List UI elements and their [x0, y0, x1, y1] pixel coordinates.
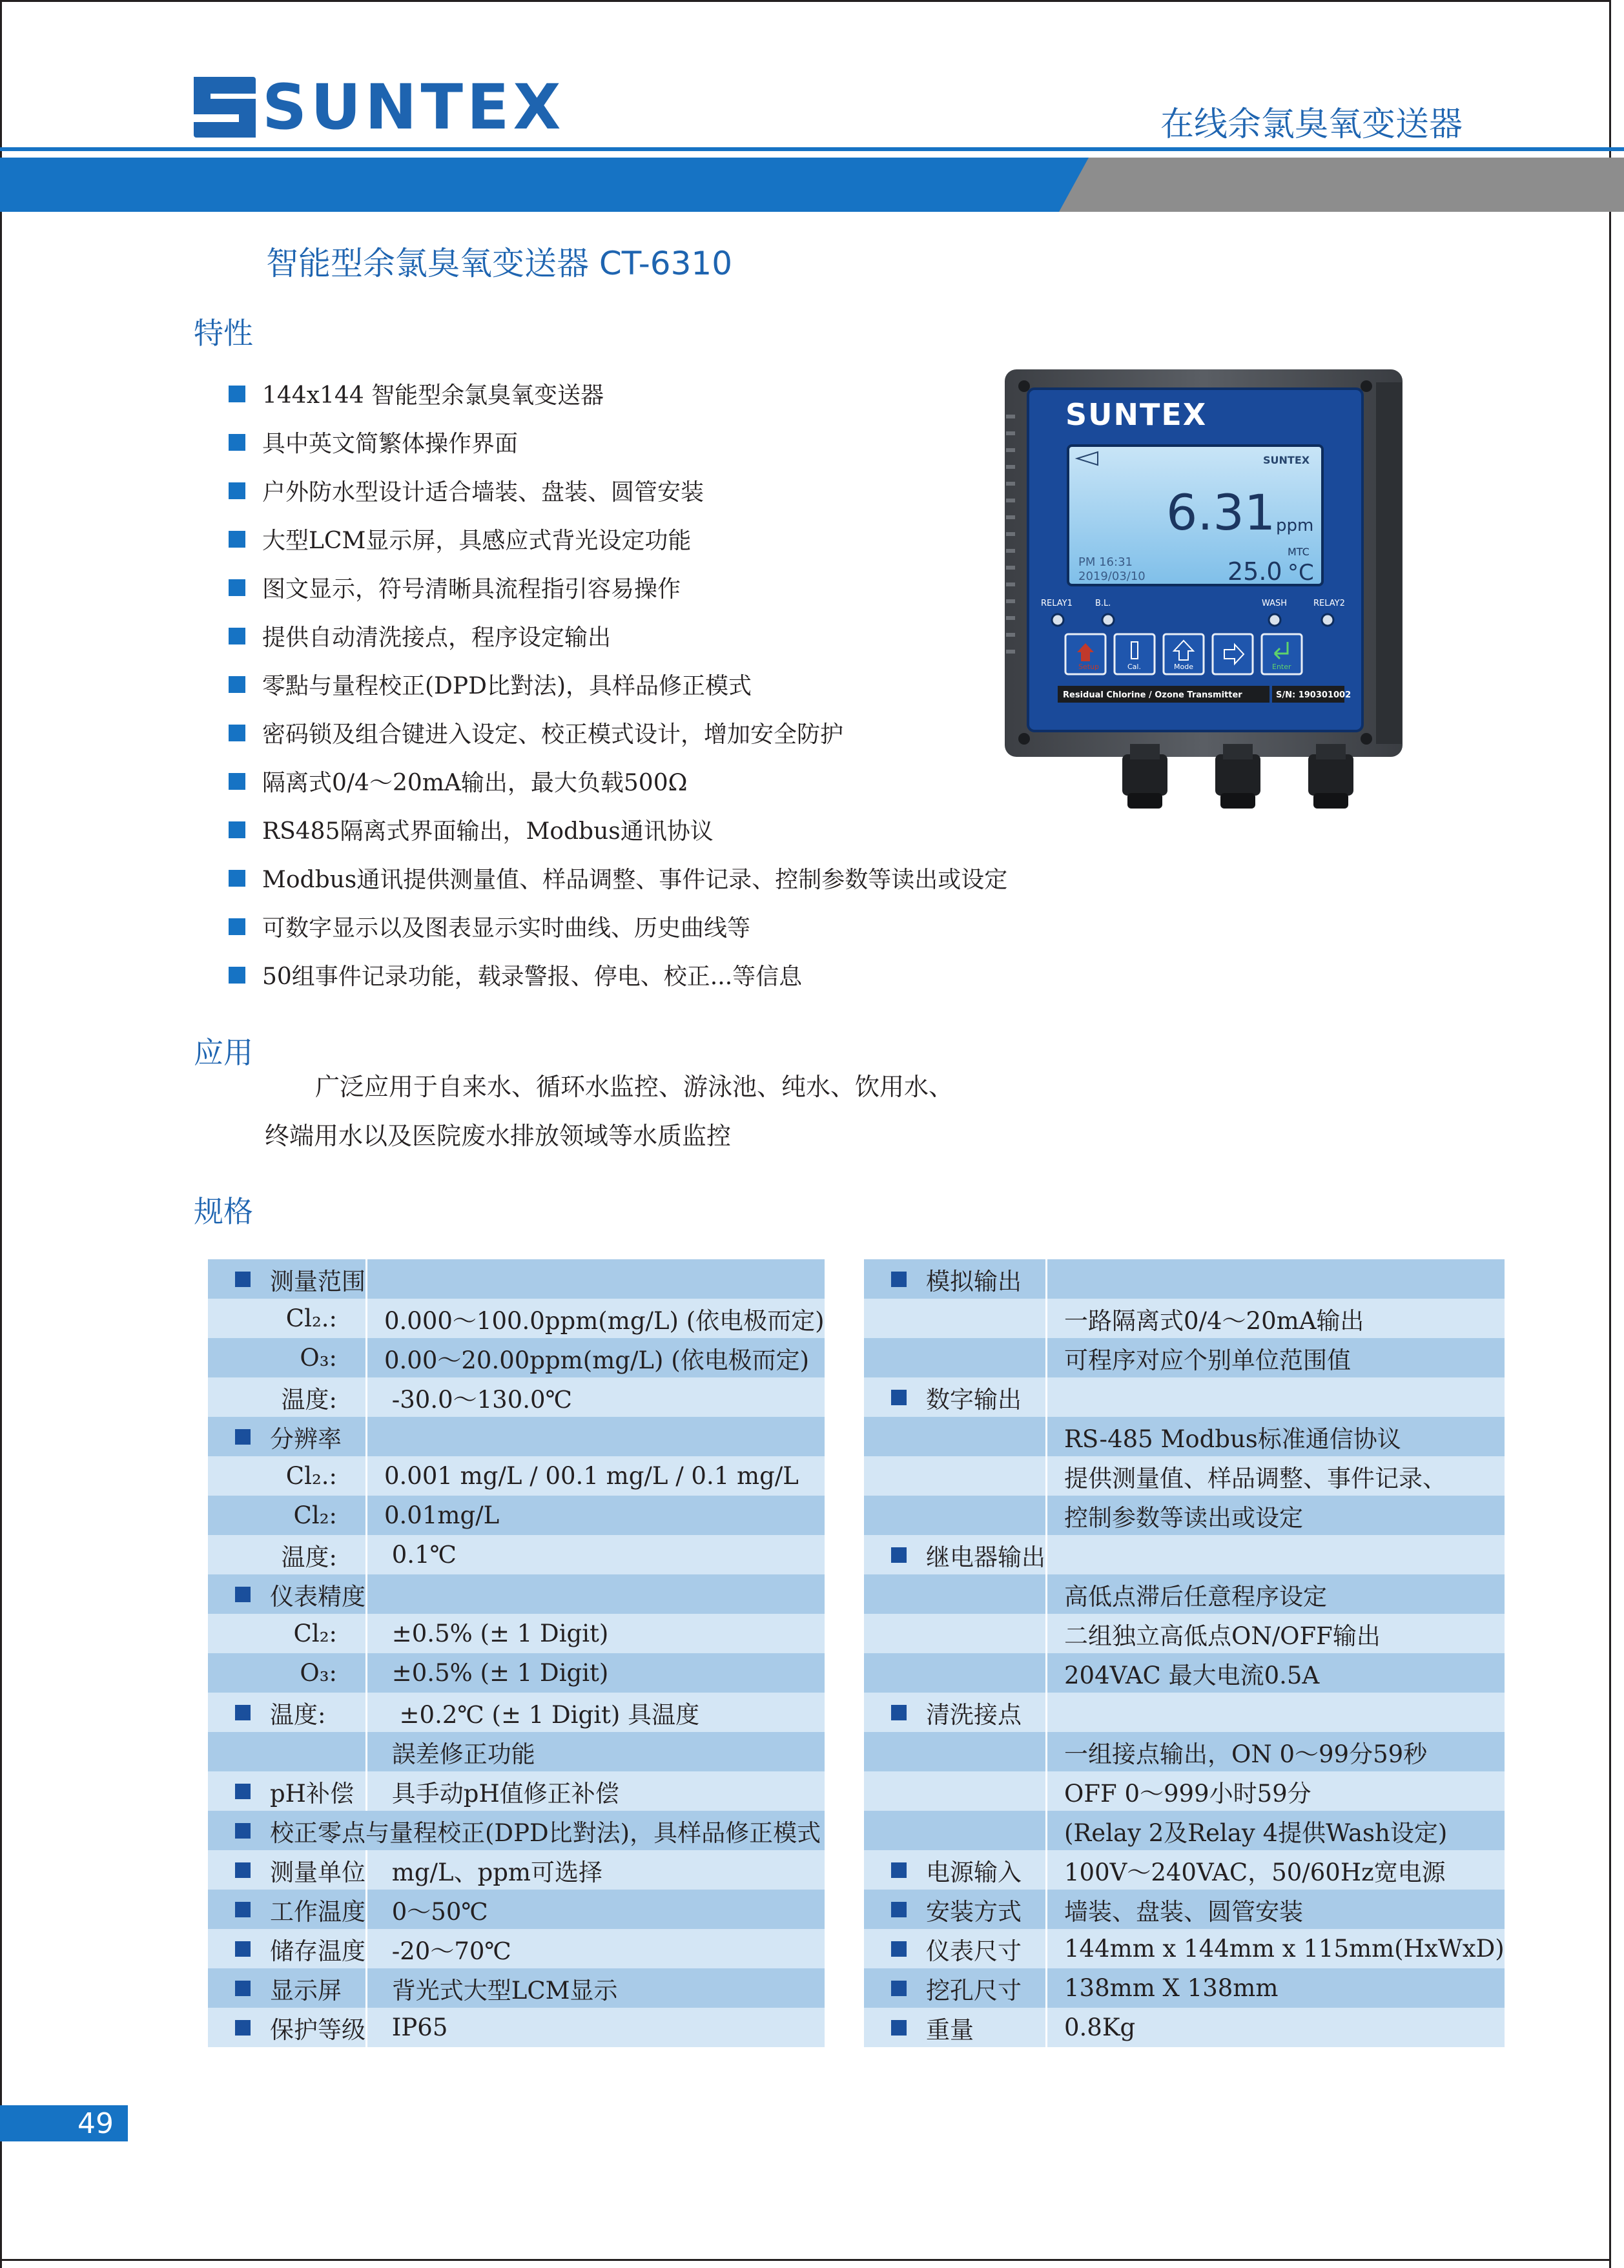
screen-temp: 25.0: [1228, 557, 1282, 586]
key-cal-label: Cal.: [1127, 663, 1141, 671]
transmitter-device-image: [1005, 369, 1403, 811]
spec-row: [208, 2008, 825, 2047]
spec-row: [864, 1850, 1505, 1890]
feature-item: [229, 466, 1007, 515]
spec-value: 0.8Kg: [1064, 2014, 1136, 2041]
spec-value: 一路隔离式0/4～20mA输出: [1064, 1306, 1364, 1335]
bullet-square-icon: [229, 821, 245, 838]
spec-value: 0.001 mg/L / 00.1 mg/L / 0.1 mg/L: [384, 1462, 799, 1490]
spec-row: [864, 1496, 1505, 1535]
screen-date: 2019/03/10: [1078, 570, 1146, 583]
bullet-square-icon: [235, 1272, 251, 1287]
spec-row: [208, 1653, 825, 1693]
spec-sublabel: Cl₂.:: [285, 1462, 337, 1490]
spec-value: 0.1℃: [384, 1541, 457, 1569]
spec-row: [864, 1614, 1505, 1653]
spec-row: [208, 1890, 825, 1929]
bullet-square-icon: [235, 1823, 251, 1839]
spec-value: ±0.5% (± 1 Digit): [384, 1620, 609, 1647]
header-rule: [0, 147, 1624, 151]
feature-text: 隔离式0/4～20mA输出，最大负载500Ω: [262, 770, 688, 796]
spec-value: 具手动pH值修正补偿: [384, 1779, 619, 1808]
spec-sublabel: 温度:: [281, 1385, 337, 1414]
spec-row: [208, 1338, 825, 1377]
spec-row: [864, 1693, 1505, 1732]
spec-value: [1047, 1698, 1064, 1726]
spec-label: 清洗接点: [926, 1700, 1022, 1729]
spec-value: 0.01mg/L: [384, 1501, 500, 1529]
bullet-square-icon: [229, 725, 245, 741]
led-label-wash: WASH: [1262, 599, 1288, 608]
spec-sublabel: 温度:: [281, 1543, 337, 1571]
feature-text: RS485隔离式界面输出，Modbus通讯协议: [262, 818, 714, 845]
spec-table-left: [208, 1259, 825, 2047]
screen-value: 6.31: [1166, 484, 1276, 541]
section-specs-heading: 规格: [194, 1194, 253, 1229]
feature-text: 图文显示，符号清晰具流程指引容易操作: [262, 576, 681, 603]
section-features-heading: 特性: [194, 316, 253, 351]
spec-row: [208, 1574, 825, 1614]
spec-row: [864, 1259, 1505, 1299]
bullet-square-icon: [891, 1902, 907, 1917]
feature-item: [229, 708, 1007, 757]
screen-time: PM 16:31: [1078, 555, 1133, 569]
page-number: 49: [0, 2105, 128, 2141]
header-band-blue: [0, 158, 1091, 212]
spec-label: 显示屏: [270, 1976, 342, 2005]
feature-text: 144x144 智能型余氯臭氧变送器: [262, 382, 604, 409]
bullet-square-icon: [235, 1902, 251, 1917]
suntex-logo-icon: [194, 77, 256, 138]
spec-value: ±0.5% (± 1 Digit): [384, 1659, 609, 1687]
bullet-square-icon: [235, 1862, 251, 1878]
feature-text: 密码锁及组合键进入设定、校正模式设计，增加安全防护: [262, 721, 844, 748]
spec-value: [1047, 1265, 1064, 1293]
cable-glands: [1122, 744, 1353, 809]
screen-brand: SUNTEX: [1263, 454, 1310, 466]
bullet-square-icon: [229, 628, 245, 644]
bullet-square-icon: [891, 2020, 907, 2036]
bullet-square-icon: [229, 967, 245, 984]
frame-bottom: [0, 2259, 1610, 2261]
spec-value: 二组独立高低点ON/OFF输出: [1064, 1622, 1381, 1650]
bullet-square-icon: [229, 870, 245, 887]
device-model-label: Residual Chlorine / Ozone Transmitter: [1063, 690, 1242, 700]
bullet-square-icon: [229, 482, 245, 499]
spec-value: 墙装、盘装、圆管安装: [1064, 1897, 1303, 1926]
spec-row: [208, 1614, 825, 1653]
spec-row: [208, 1929, 825, 1968]
screen-mtc: MTC: [1288, 546, 1310, 558]
spec-row: [208, 1693, 825, 1732]
bullet-square-icon: [229, 676, 245, 693]
spec-row: [864, 1811, 1505, 1850]
spec-row: [864, 1456, 1505, 1496]
spec-value: 204VAC 最大电流0.5A: [1064, 1661, 1320, 1689]
feature-item: [229, 563, 1007, 612]
spec-value: [367, 1580, 384, 1608]
feature-text: 户外防水型设计适合墙装、盘装、圆管安装: [262, 479, 704, 506]
spec-value: 144mm x 144mm x 115mm(HxWxD): [1064, 1935, 1505, 1963]
bullet-square-icon: [235, 1784, 251, 1799]
spec-label: 重量: [926, 2015, 974, 2044]
spec-sublabel: Cl₂.:: [285, 1304, 337, 1332]
spec-row: [864, 1732, 1505, 1771]
feature-item: [229, 805, 1007, 854]
spec-sublabel: O₃:: [300, 1659, 337, 1687]
bullet-square-icon: [229, 918, 245, 935]
frame-top: [0, 0, 1610, 2]
spec-value: 誤差修正功能: [384, 1740, 535, 1768]
spec-value: 可程序对应个别单位范围值: [1064, 1346, 1351, 1374]
device-serial: S/N: 190301002: [1276, 690, 1352, 700]
spec-value: mg/L、ppm可选择: [384, 1858, 603, 1886]
application-line-1: 广泛应用于自来水、循环水监控、游泳池、纯水、饮用水、: [315, 1073, 954, 1101]
bullet-square-icon: [235, 2020, 251, 2036]
feature-text: 提供自动清洗接点，程序设定输出: [262, 624, 612, 651]
spec-value: 0.000～100.0ppm(mg/L) (依电极而定): [384, 1306, 825, 1335]
spec-label: 保护等级: [270, 2015, 365, 2044]
spec-value: 100V～240VAC，50/60Hz宽电源: [1064, 1858, 1446, 1886]
spec-label: pH补偿: [270, 1779, 354, 1808]
brand-name: SUNTEX: [262, 71, 565, 143]
spec-value: 一组接点输出，ON 0～99分59秒: [1064, 1740, 1428, 1768]
brand-logo: [194, 71, 565, 143]
feature-text: Modbus通讯提供测量值、样品调整、事件记录、控制参数等读出或设定: [262, 867, 1008, 893]
spec-value: [1047, 1541, 1064, 1569]
spec-value: 138mm X 138mm: [1064, 1974, 1279, 2002]
spec-value: 0～50℃: [384, 1897, 488, 1926]
spec-value: 背光式大型LCM显示: [384, 1976, 618, 2005]
spec-row: [864, 1299, 1505, 1338]
spec-table-right: [864, 1259, 1505, 2047]
spec-value: [1047, 1383, 1064, 1411]
led-label-bl: B.L.: [1095, 599, 1111, 608]
bullet-square-icon: [229, 434, 245, 451]
spec-label: 测量范围: [270, 1267, 365, 1295]
spec-sublabel: O₃:: [300, 1344, 337, 1372]
feature-item: [229, 951, 1007, 999]
spec-row: [208, 1811, 825, 1850]
spec-row: [864, 1771, 1505, 1811]
spec-row: [864, 1377, 1505, 1417]
frame-right: [1609, 0, 1611, 2268]
spec-row: [208, 1535, 825, 1574]
spec-row: [864, 1929, 1505, 1968]
spec-value: IP65: [384, 2014, 448, 2041]
bullet-square-icon: [229, 773, 245, 790]
spec-row: [208, 1299, 825, 1338]
key-enter-label: Enter: [1272, 663, 1291, 671]
bullet-square-icon: [229, 531, 245, 548]
header-band-gray: [1059, 158, 1624, 212]
spec-value: [367, 1265, 384, 1293]
bullet-square-icon: [891, 1862, 907, 1878]
spec-row: [208, 1259, 825, 1299]
application-line-2: 终端用水以及医院废水排放领域等水质监控: [265, 1122, 732, 1150]
bullet-square-icon: [235, 1981, 251, 1996]
feature-text: 具中英文简繁体操作界面: [262, 431, 519, 457]
feature-text: 大型LCM显示屏，具感应式背光设定功能: [262, 528, 692, 554]
spec-row: [864, 1653, 1505, 1693]
frame-left: [0, 0, 2, 2268]
bullet-square-icon: [229, 579, 245, 596]
spec-sublabel: Cl₂:: [293, 1620, 337, 1647]
spec-row: [208, 1417, 825, 1456]
feature-item: [229, 418, 1007, 466]
bullet-square-icon: [235, 1587, 251, 1602]
spec-row: [864, 2008, 1505, 2047]
bullet-square-icon: [235, 1429, 251, 1445]
spec-label: 继电器输出: [926, 1543, 1045, 1571]
feature-text: 50组事件记录功能，载录警报、停电、校正...等信息: [262, 964, 803, 990]
section-application-heading: 应用: [194, 1035, 253, 1070]
feature-item: [229, 757, 1007, 805]
spec-row: [864, 1417, 1505, 1456]
header-title: 在线余氯臭氧变送器: [1160, 105, 1463, 144]
bullet-square-icon: [891, 1941, 907, 1957]
key-mode-label: Mode: [1174, 663, 1193, 671]
feature-item: [229, 854, 1007, 902]
spec-row: [208, 1771, 825, 1811]
bullet-square-icon: [229, 386, 245, 402]
spec-value: [367, 1423, 384, 1450]
screen-temp-unit: °C: [1288, 560, 1314, 586]
feature-item: [229, 902, 1007, 951]
bullet-square-icon: [891, 1547, 907, 1563]
spec-row: [864, 1968, 1505, 2008]
device-brand: SUNTEX: [1065, 397, 1208, 432]
screen-unit: ppm: [1276, 516, 1314, 535]
bullet-square-icon: [891, 1705, 907, 1720]
feature-text: 可数字显示以及图表显示实时曲线、历史曲线等: [262, 915, 751, 942]
product-title: 智能型余氯臭氧变送器 CT-6310: [266, 245, 733, 282]
key-setup-label: Setup: [1078, 663, 1100, 671]
feature-item: [229, 660, 1007, 708]
spec-label: 电源输入: [926, 1858, 1022, 1886]
spec-label: 模拟输出: [926, 1267, 1022, 1295]
spec-value: 提供测量值、样品调整、事件记录、: [1064, 1464, 1446, 1492]
spec-value: ±0.2℃ (± 1 Digit) 具温度: [384, 1700, 700, 1729]
spec-row: [208, 1850, 825, 1890]
spec-label: 储存温度: [270, 1937, 365, 1965]
feature-list: [229, 369, 1007, 999]
bullet-square-icon: [891, 1272, 907, 1287]
spec-row: [864, 1535, 1505, 1574]
spec-row: [208, 1496, 825, 1535]
bullet-square-icon: [891, 1981, 907, 1996]
feature-item: [229, 369, 1007, 418]
bullet-square-icon: [891, 1390, 907, 1405]
spec-row: [208, 1732, 825, 1771]
spec-value: -30.0～130.0℃: [384, 1385, 572, 1414]
spec-label: 数字输出: [926, 1385, 1022, 1414]
spec-row: [864, 1338, 1505, 1377]
bullet-square-icon: [235, 1705, 251, 1720]
spec-value: RS-485 Modbus标准通信协议: [1064, 1425, 1401, 1453]
spec-value: OFF 0～999小时59分: [1064, 1779, 1311, 1808]
spec-row: [208, 1456, 825, 1496]
spec-label: 温度:: [270, 1700, 326, 1729]
spec-row: [864, 1890, 1505, 1929]
spec-label: 校正零点与量程校正(DPD比對法)，具样品修正模式: [270, 1819, 821, 1847]
spec-value: (Relay 2及Relay 4提供Wash设定): [1064, 1819, 1448, 1847]
spec-label: 测量单位: [270, 1858, 365, 1886]
spec-label: 分辨率: [270, 1425, 342, 1453]
led-label-relay2: RELAY2: [1313, 599, 1345, 608]
spec-row: [864, 1574, 1505, 1614]
spec-row: [208, 1377, 825, 1417]
spec-row: [208, 1968, 825, 2008]
spec-label: 仪表尺寸: [926, 1937, 1022, 1965]
spec-value: -20～70℃: [384, 1937, 511, 1965]
feature-item: [229, 515, 1007, 563]
spec-label: 仪表精度: [270, 1582, 365, 1611]
spec-value: 0.00～20.00ppm(mg/L) (依电极而定): [384, 1346, 810, 1374]
led-label-relay1: RELAY1: [1041, 599, 1073, 608]
bullet-square-icon: [235, 1941, 251, 1957]
feature-item: [229, 612, 1007, 660]
spec-label: 挖孔尺寸: [926, 1976, 1022, 2005]
header-band: [0, 158, 1624, 212]
spec-value: 高低点滞后任意程序设定: [1064, 1582, 1327, 1611]
spec-sublabel: Cl₂:: [293, 1501, 337, 1529]
spec-label: 安装方式: [926, 1897, 1022, 1926]
feature-text: 零點与量程校正(DPD比對法)，具样品修正模式: [262, 673, 752, 699]
spec-label: 工作温度: [270, 1897, 365, 1926]
spec-value: 控制参数等读出或设定: [1064, 1503, 1303, 1532]
